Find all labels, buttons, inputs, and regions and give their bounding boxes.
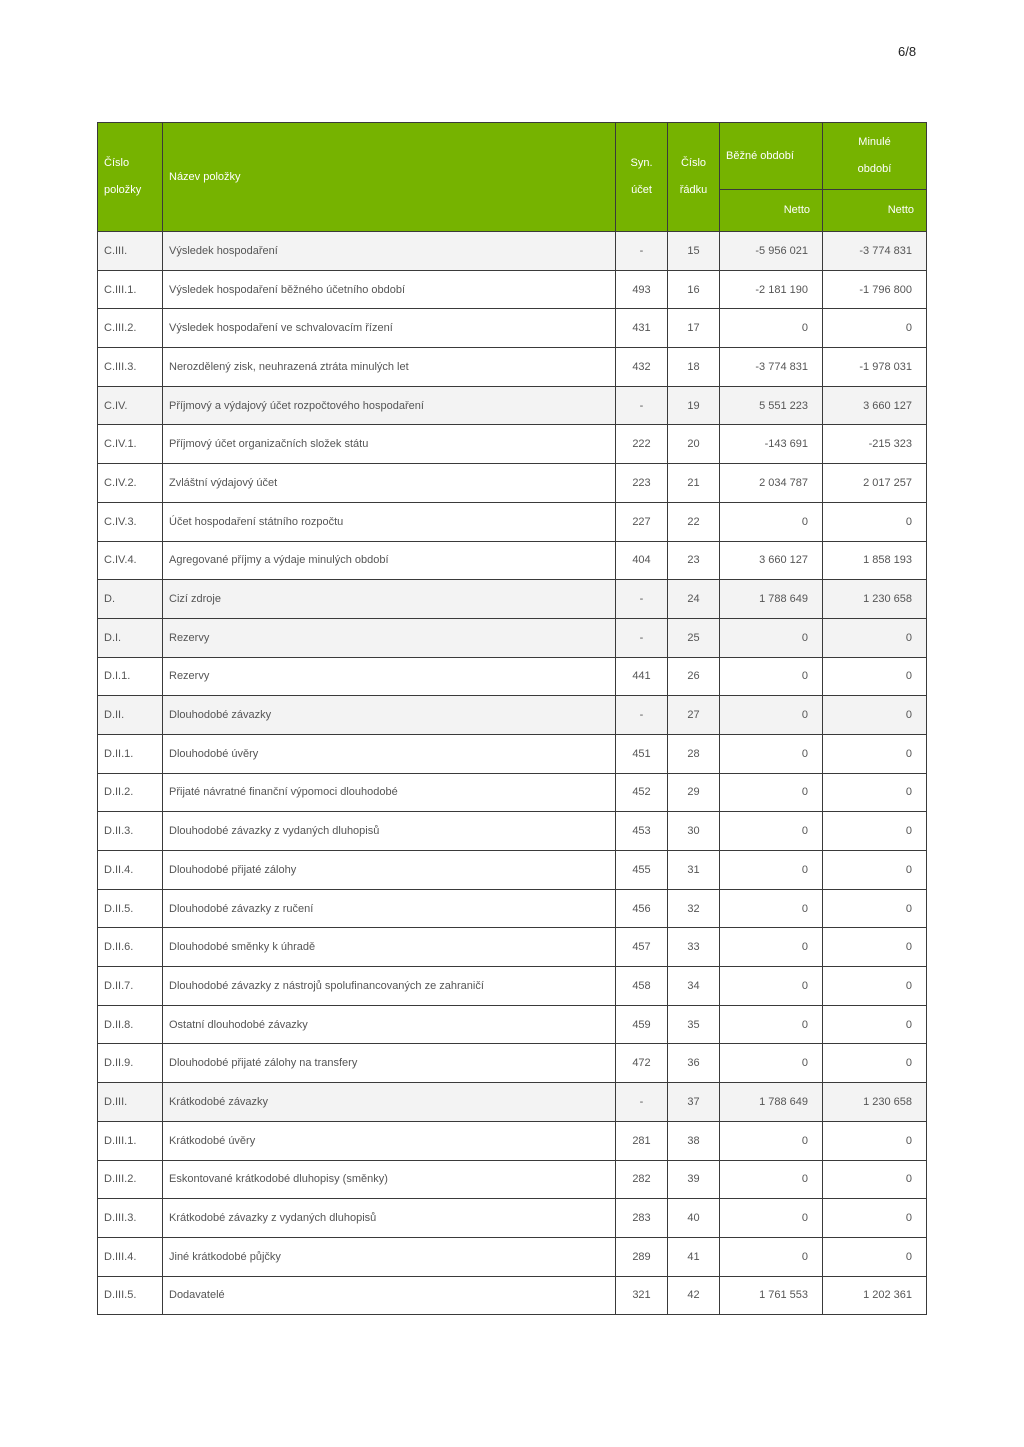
- current-netto-cell: 0: [720, 309, 823, 348]
- item-name-cell: Výsledek hospodaření běžného účetního období: [163, 270, 616, 309]
- current-netto-cell: 0: [720, 1005, 823, 1044]
- item-code-cell: D.II.: [98, 696, 163, 735]
- previous-netto-cell: 0: [823, 618, 927, 657]
- item-name-cell: Krátkodobé úvěry: [163, 1121, 616, 1160]
- account-cell: 283: [616, 1199, 668, 1238]
- row-number-cell: 40: [668, 1199, 720, 1238]
- item-name-cell: Eskontované krátkodobé dluhopisy (směnky): [163, 1160, 616, 1199]
- item-code-cell: D.I.1.: [98, 657, 163, 696]
- item-name-cell: Rezervy: [163, 657, 616, 696]
- current-netto-cell: 0: [720, 734, 823, 773]
- table-row: [98, 309, 927, 348]
- item-name-cell: Ostatní dlouhodobé závazky: [163, 1005, 616, 1044]
- item-name-cell: Agregované příjmy a výdaje minulých období: [163, 541, 616, 580]
- account-cell: 456: [616, 889, 668, 928]
- row-number-cell: 22: [668, 502, 720, 541]
- previous-netto-cell: 3 660 127: [823, 386, 927, 425]
- previous-netto-cell: 1 858 193: [823, 541, 927, 580]
- page-number: 6/8: [898, 44, 917, 59]
- account-cell: 281: [616, 1121, 668, 1160]
- previous-netto-cell: 0: [823, 851, 927, 890]
- header-item-code: Číslo položky: [98, 123, 163, 232]
- previous-netto-cell: 0: [823, 812, 927, 851]
- account-cell: -: [616, 386, 668, 425]
- previous-netto-cell: -215 323: [823, 425, 927, 464]
- item-name-cell: Dlouhodobé závazky z nástrojů spolufinancovaných ze zahraničí: [163, 967, 616, 1006]
- table-row: [98, 348, 927, 387]
- previous-netto-cell: 0: [823, 734, 927, 773]
- row-number-cell: 36: [668, 1044, 720, 1083]
- account-cell: 455: [616, 851, 668, 890]
- account-cell: 459: [616, 1005, 668, 1044]
- table-row: [98, 1005, 927, 1044]
- current-netto-cell: -2 181 190: [720, 270, 823, 309]
- current-netto-cell: 0: [720, 1044, 823, 1083]
- table-row: [98, 1083, 927, 1122]
- item-name-cell: Dlouhodobé závazky z vydaných dluhopisů: [163, 812, 616, 851]
- balance-sheet-table: [97, 122, 927, 1315]
- previous-netto-cell: 0: [823, 773, 927, 812]
- row-number-cell: 30: [668, 812, 720, 851]
- previous-netto-cell: 0: [823, 1044, 927, 1083]
- account-cell: -: [616, 232, 668, 271]
- previous-netto-cell: 0: [823, 1237, 927, 1276]
- current-netto-cell: -143 691: [720, 425, 823, 464]
- account-cell: 458: [616, 967, 668, 1006]
- table-row: [98, 851, 927, 890]
- table-row: [98, 967, 927, 1006]
- table-row: [98, 618, 927, 657]
- item-name-cell: Účet hospodaření státního rozpočtu: [163, 502, 616, 541]
- header-item-name: Název položky: [163, 123, 616, 232]
- row-number-cell: 26: [668, 657, 720, 696]
- account-cell: -: [616, 696, 668, 735]
- row-number-cell: 18: [668, 348, 720, 387]
- item-code-cell: C.IV.: [98, 386, 163, 425]
- previous-netto-cell: 0: [823, 696, 927, 735]
- account-cell: 282: [616, 1160, 668, 1199]
- item-code-cell: C.III.1.: [98, 270, 163, 309]
- current-netto-cell: 1 761 553: [720, 1276, 823, 1315]
- item-name-cell: Dlouhodobé závazky z ručení: [163, 889, 616, 928]
- previous-netto-cell: 0: [823, 1121, 927, 1160]
- item-name-cell: Přijaté návratné finanční výpomoci dlouhodobé: [163, 773, 616, 812]
- previous-netto-cell: 1 230 658: [823, 580, 927, 619]
- account-cell: 222: [616, 425, 668, 464]
- previous-netto-cell: 0: [823, 309, 927, 348]
- previous-netto-cell: 0: [823, 967, 927, 1006]
- row-number-cell: 37: [668, 1083, 720, 1122]
- item-name-cell: Krátkodobé závazky: [163, 1083, 616, 1122]
- table-row: [98, 386, 927, 425]
- current-netto-cell: 0: [720, 812, 823, 851]
- current-netto-cell: 0: [720, 773, 823, 812]
- table-row: [98, 657, 927, 696]
- current-netto-cell: 5 551 223: [720, 386, 823, 425]
- table-row: [98, 773, 927, 812]
- item-name-cell: Příjmový a výdajový účet rozpočtového hospodaření: [163, 386, 616, 425]
- row-number-cell: 23: [668, 541, 720, 580]
- row-number-cell: 39: [668, 1160, 720, 1199]
- table-header: [98, 123, 927, 232]
- row-number-cell: 19: [668, 386, 720, 425]
- account-cell: 493: [616, 270, 668, 309]
- table-row: [98, 502, 927, 541]
- item-name-cell: Jiné krátkodobé půjčky: [163, 1237, 616, 1276]
- current-netto-cell: 0: [720, 967, 823, 1006]
- row-number-cell: 17: [668, 309, 720, 348]
- account-cell: 432: [616, 348, 668, 387]
- current-netto-cell: 0: [720, 889, 823, 928]
- item-code-cell: D.II.7.: [98, 967, 163, 1006]
- account-cell: 441: [616, 657, 668, 696]
- current-netto-cell: 0: [720, 696, 823, 735]
- table-row: [98, 1237, 927, 1276]
- item-code-cell: D.II.8.: [98, 1005, 163, 1044]
- previous-netto-cell: 2 017 257: [823, 464, 927, 503]
- table-row: [98, 232, 927, 271]
- item-name-cell: Příjmový účet organizačních složek státu: [163, 425, 616, 464]
- item-code-cell: D.II.6.: [98, 928, 163, 967]
- account-cell: 472: [616, 1044, 668, 1083]
- account-cell: 451: [616, 734, 668, 773]
- table-row: [98, 270, 927, 309]
- item-code-cell: D.II.1.: [98, 734, 163, 773]
- item-name-cell: Výsledek hospodaření ve schvalovacím řízení: [163, 309, 616, 348]
- item-code-cell: D.III.4.: [98, 1237, 163, 1276]
- table-row: [98, 1160, 927, 1199]
- table-row: [98, 464, 927, 503]
- previous-netto-cell: 0: [823, 1199, 927, 1238]
- previous-netto-cell: 0: [823, 889, 927, 928]
- table-row: [98, 1276, 927, 1315]
- row-number-cell: 32: [668, 889, 720, 928]
- header-row-number: Číslo řádku: [668, 123, 720, 232]
- item-name-cell: Dlouhodobé směnky k úhradě: [163, 928, 616, 967]
- table-row: [98, 541, 927, 580]
- table-row: [98, 580, 927, 619]
- table-row: [98, 928, 927, 967]
- current-netto-cell: 0: [720, 657, 823, 696]
- header-current-period: Běžné období: [720, 123, 823, 190]
- current-netto-cell: -3 774 831: [720, 348, 823, 387]
- previous-netto-cell: 0: [823, 928, 927, 967]
- item-name-cell: Cizí zdroje: [163, 580, 616, 619]
- account-cell: 227: [616, 502, 668, 541]
- item-code-cell: D.II.3.: [98, 812, 163, 851]
- table-row: [98, 1044, 927, 1083]
- account-cell: -: [616, 618, 668, 657]
- table-row: [98, 425, 927, 464]
- current-netto-cell: 0: [720, 502, 823, 541]
- header-previous-netto: Netto: [823, 190, 927, 232]
- item-name-cell: Dlouhodobé závazky: [163, 696, 616, 735]
- item-code-cell: C.IV.2.: [98, 464, 163, 503]
- row-number-cell: 38: [668, 1121, 720, 1160]
- item-code-cell: D.I.: [98, 618, 163, 657]
- row-number-cell: 42: [668, 1276, 720, 1315]
- item-code-cell: C.III.3.: [98, 348, 163, 387]
- row-number-cell: 34: [668, 967, 720, 1006]
- item-code-cell: C.IV.1.: [98, 425, 163, 464]
- item-name-cell: Nerozdělený zisk, neuhrazená ztráta minulých let: [163, 348, 616, 387]
- table-body: [98, 232, 927, 1315]
- previous-netto-cell: 0: [823, 502, 927, 541]
- row-number-cell: 15: [668, 232, 720, 271]
- account-cell: -: [616, 1083, 668, 1122]
- current-netto-cell: 0: [720, 1160, 823, 1199]
- item-name-cell: Rezervy: [163, 618, 616, 657]
- item-code-cell: D.II.9.: [98, 1044, 163, 1083]
- table-row: [98, 1199, 927, 1238]
- item-code-cell: C.III.2.: [98, 309, 163, 348]
- row-number-cell: 16: [668, 270, 720, 309]
- account-cell: 452: [616, 773, 668, 812]
- item-code-cell: D.: [98, 580, 163, 619]
- table-row: [98, 889, 927, 928]
- account-cell: 457: [616, 928, 668, 967]
- previous-netto-cell: 0: [823, 657, 927, 696]
- header-account: Syn. účet: [616, 123, 668, 232]
- previous-netto-cell: 0: [823, 1160, 927, 1199]
- item-code-cell: D.II.4.: [98, 851, 163, 890]
- row-number-cell: 24: [668, 580, 720, 619]
- row-number-cell: 28: [668, 734, 720, 773]
- item-name-cell: Zvláštní výdajový účet: [163, 464, 616, 503]
- current-netto-cell: 0: [720, 618, 823, 657]
- current-netto-cell: 0: [720, 1237, 823, 1276]
- previous-netto-cell: 1 230 658: [823, 1083, 927, 1122]
- item-code-cell: C.III.: [98, 232, 163, 271]
- account-cell: 453: [616, 812, 668, 851]
- table-row: [98, 812, 927, 851]
- current-netto-cell: 0: [720, 928, 823, 967]
- item-name-cell: Dodavatelé: [163, 1276, 616, 1315]
- header-previous-period: Minulé období: [823, 123, 927, 190]
- item-code-cell: D.III.: [98, 1083, 163, 1122]
- current-netto-cell: 0: [720, 1121, 823, 1160]
- row-number-cell: 41: [668, 1237, 720, 1276]
- item-code-cell: C.IV.3.: [98, 502, 163, 541]
- previous-netto-cell: 1 202 361: [823, 1276, 927, 1315]
- item-code-cell: D.III.5.: [98, 1276, 163, 1315]
- row-number-cell: 21: [668, 464, 720, 503]
- item-code-cell: D.III.1.: [98, 1121, 163, 1160]
- current-netto-cell: 1 788 649: [720, 580, 823, 619]
- current-netto-cell: -5 956 021: [720, 232, 823, 271]
- current-netto-cell: 0: [720, 851, 823, 890]
- row-number-cell: 29: [668, 773, 720, 812]
- item-name-cell: Výsledek hospodaření: [163, 232, 616, 271]
- item-name-cell: Dlouhodobé přijaté zálohy: [163, 851, 616, 890]
- account-cell: 404: [616, 541, 668, 580]
- row-number-cell: 20: [668, 425, 720, 464]
- current-netto-cell: 2 034 787: [720, 464, 823, 503]
- item-code-cell: D.III.3.: [98, 1199, 163, 1238]
- previous-netto-cell: -1 978 031: [823, 348, 927, 387]
- previous-netto-cell: -3 774 831: [823, 232, 927, 271]
- account-cell: -: [616, 580, 668, 619]
- table-row: [98, 734, 927, 773]
- table-row: [98, 1121, 927, 1160]
- table-row: [98, 696, 927, 735]
- item-name-cell: Dlouhodobé přijaté zálohy na transfery: [163, 1044, 616, 1083]
- row-number-cell: 27: [668, 696, 720, 735]
- previous-netto-cell: 0: [823, 1005, 927, 1044]
- item-name-cell: Krátkodobé závazky z vydaných dluhopisů: [163, 1199, 616, 1238]
- item-code-cell: D.II.5.: [98, 889, 163, 928]
- account-cell: 289: [616, 1237, 668, 1276]
- account-cell: 223: [616, 464, 668, 503]
- row-number-cell: 25: [668, 618, 720, 657]
- item-name-cell: Dlouhodobé úvěry: [163, 734, 616, 773]
- header-current-netto: Netto: [720, 190, 823, 232]
- current-netto-cell: 1 788 649: [720, 1083, 823, 1122]
- previous-netto-cell: -1 796 800: [823, 270, 927, 309]
- item-code-cell: D.II.2.: [98, 773, 163, 812]
- row-number-cell: 35: [668, 1005, 720, 1044]
- current-netto-cell: 3 660 127: [720, 541, 823, 580]
- account-cell: 321: [616, 1276, 668, 1315]
- account-cell: 431: [616, 309, 668, 348]
- row-number-cell: 33: [668, 928, 720, 967]
- item-code-cell: C.IV.4.: [98, 541, 163, 580]
- item-code-cell: D.III.2.: [98, 1160, 163, 1199]
- current-netto-cell: 0: [720, 1199, 823, 1238]
- row-number-cell: 31: [668, 851, 720, 890]
